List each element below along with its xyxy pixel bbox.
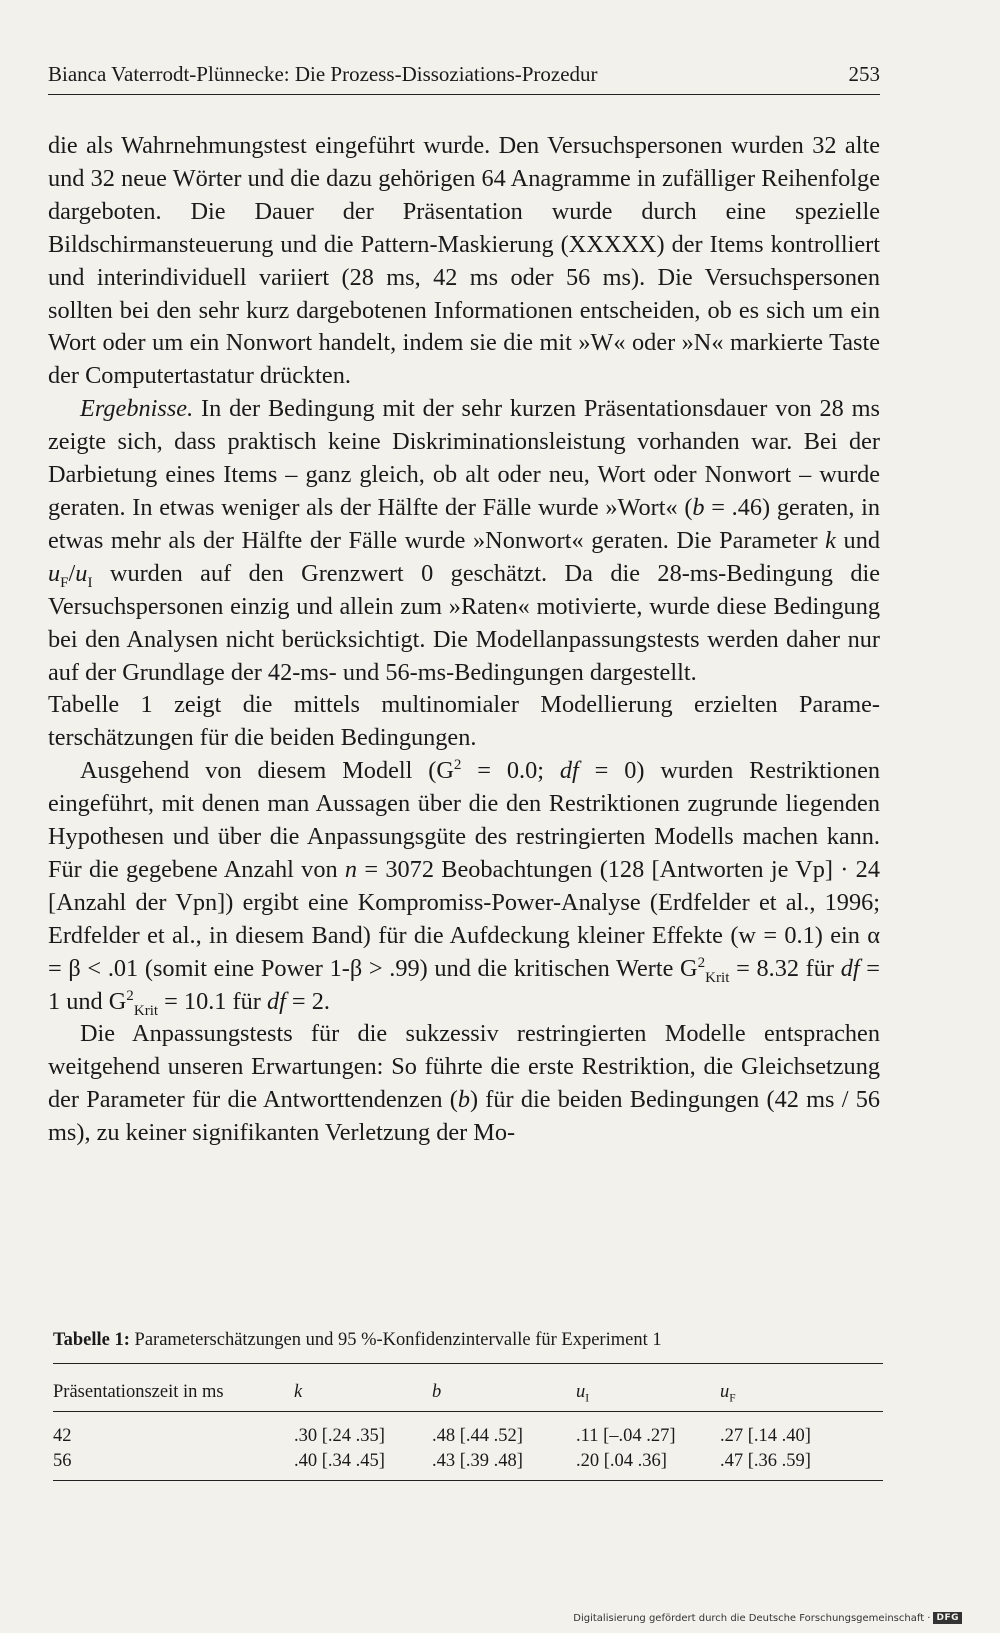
math-subscript: F [60, 574, 69, 591]
table-rule-bottom [53, 1480, 883, 1481]
text-run: und [835, 526, 880, 554]
text-run: Die Anpassungstests für die sukzessiv restringierten Modelle entsprachen weitgehend unseren Erwartungen: So führte die erste Restriktion, die Gleichsetzung der Parameter für die Antworttendenzen ( [48, 1020, 880, 1114]
math-var: u [75, 559, 88, 587]
math-superscript: 2 [126, 987, 134, 1004]
table-caption-label: Tabelle 1: [53, 1330, 130, 1350]
table-cell: .11 [–.04 .27] [576, 1426, 676, 1446]
paragraph-2 [48, 393, 880, 689]
text-run: = .46) geraten, in etwas mehr als der Hälfte der Fälle wurde »Nonwort« geraten. Die Parameter [48, 493, 880, 554]
text-run: In der Bedingung mit der sehr kurzen Präsentationsdauer von 28 ms zeigte sich, dass praktisch keine Diskriminationsleistung vorhanden war. Bei der Darbietung eines Items – ganz gleich, ob alt oder neu, Wort oder Nonwort – wurde geraten. In etwas weniger als der Hälfte der Fälle wurde »Wort« ( [48, 395, 880, 521]
table-caption [53, 1328, 883, 1352]
running-head-title: Bianca Vaterrodt-Plünnecke: Die Prozess-Dissoziations-Prozedur [48, 62, 598, 86]
table-header-time: Präsentationszeit in ms [53, 1382, 224, 1402]
math-var: u [48, 559, 61, 587]
table-header-k: k [294, 1382, 303, 1402]
text-run: = 0) wurden Restriktionen eingeführt, mit denen man Aussagen über die den Restriktionen zugrunde liegenden Hypothesen und über die Anpassungsgüte des restringierten Modells machen kann. Für die gegebene Anzahl von [48, 757, 881, 883]
math-var: u [720, 1382, 730, 1402]
math-var: df [559, 757, 579, 785]
page-number: 253 [848, 62, 880, 86]
text-run: = 3072 Beobachtungen (128 [Antworten je Vp] · 24 [Anzahl der Vpn]) ergibt eine Kompromiss-Power-Analyse (Erdfelder et al., 1996; Erdfelder et al., in diesem Band) für die Aufdeckung kleiner Effekte (w = 0.1) ein α = β < .01 (somit eine Power 1-β > .99) und die kritischen Werte G [48, 855, 880, 982]
body-text [48, 130, 880, 1150]
table-header-ui [576, 1380, 589, 1404]
text-run: = 10.1 für [158, 987, 267, 1015]
math-superscript: 2 [453, 757, 462, 774]
text-run: / [68, 559, 76, 587]
table-rule-mid [53, 1411, 883, 1412]
math-var: k [825, 526, 836, 554]
text-run: = 1 und G [48, 954, 880, 1015]
math-var: n [344, 855, 358, 883]
math-var: u [576, 1382, 586, 1402]
math-var: b [457, 1086, 470, 1114]
table-cell: .30 [.24 .35] [294, 1426, 385, 1446]
text-run: = 8.32 für [729, 954, 841, 982]
math-var: df [266, 987, 286, 1015]
table-cell: .48 [.44 .52] [432, 1426, 523, 1446]
text-run: = 0.0; [461, 757, 560, 785]
paragraph-4 [48, 755, 880, 1018]
table-cell: .47 [.36 .59] [720, 1451, 811, 1471]
table-cell: 42 [53, 1426, 72, 1446]
table-cell: 56 [53, 1451, 72, 1471]
table-cell: .43 [.39 .48] [432, 1451, 523, 1471]
table-header-b: b [432, 1382, 442, 1402]
table-caption-text: Parameterschätzungen und 95 %-Konfidenzintervalle für Experiment 1 [129, 1330, 662, 1350]
table-rule-top [53, 1363, 883, 1364]
table-cell: .27 [.14 .40] [720, 1426, 811, 1446]
text-run: ) für die beiden Bedingungen (42 ms / 56 ms), zu keiner signifikanten Verletzung der Mo- [48, 1086, 880, 1147]
text-run: = 2. [285, 987, 330, 1015]
math-subscript: Krit [133, 1002, 159, 1019]
header-rule [48, 94, 880, 95]
digitization-note [573, 1612, 962, 1624]
section-lead: Ergebnisse. [80, 395, 194, 423]
dfg-logo: DFG [933, 1612, 962, 1624]
math-subscript: Krit [705, 969, 730, 986]
text-run: Ausgehend von diesem Modell (G [80, 757, 454, 785]
digitization-text: Digitalisierung gefördert durch die Deutsche Forschungsgemeinschaft · [573, 1613, 931, 1624]
table-cell: .40 [.34 .45] [294, 1451, 385, 1471]
math-var: b [692, 493, 705, 521]
table-cell: .20 [.04 .36] [576, 1451, 667, 1471]
paragraph-5 [48, 1018, 880, 1150]
math-subscript: I [585, 1392, 590, 1405]
math-var: df [840, 954, 860, 982]
math-subscript: F [729, 1392, 736, 1405]
paragraph-3: Tabelle 1 zeigt die mittels multinomialer Modellierung erzielten Parameterschätzungen für die beiden Bedingungen. [48, 691, 880, 752]
text-run: wurden auf den Grenzwert 0 geschätzt. Da die 28-ms-Bedingung die Versuchspersonen einzig und allein zum »Raten« motivierte, wurde diese Bedingung bei den Analysen nicht berücksichtigt. Die Modellanpassungstests werden daher nur auf der Grundlage der 42-ms- und 56-ms-Bedingungen dargestellt. [48, 559, 880, 686]
math-subscript: I [87, 574, 93, 591]
paragraph-1: die als Wahrnehmungstest eingeführt wurde. Den Versuchspersonen wurden 32 alte und 32 neue Wörter und die dazu gehörigen 64 Anagramme in zufälliger Reihenfolge dargeboten. Die Dauer der Präsentation wurde durch eine spezielle Bildschirmansteuerung und die Pattern-Maskierung (XXXXX) der Items kontrolliert und interindividuell variiert (28 ms, 42 ms oder 56 ms). Die Versuchspersonen sollten bei den sehr kurz dargebotenen Informationen entscheiden, ob es sich um ein Wort oder um ein Nonwort handelt, indem sie die mit »W« oder »N« markierte Taste der Computertastatur drückten. [48, 132, 880, 390]
table-header-uf [720, 1380, 736, 1404]
math-superscript: 2 [697, 954, 706, 971]
